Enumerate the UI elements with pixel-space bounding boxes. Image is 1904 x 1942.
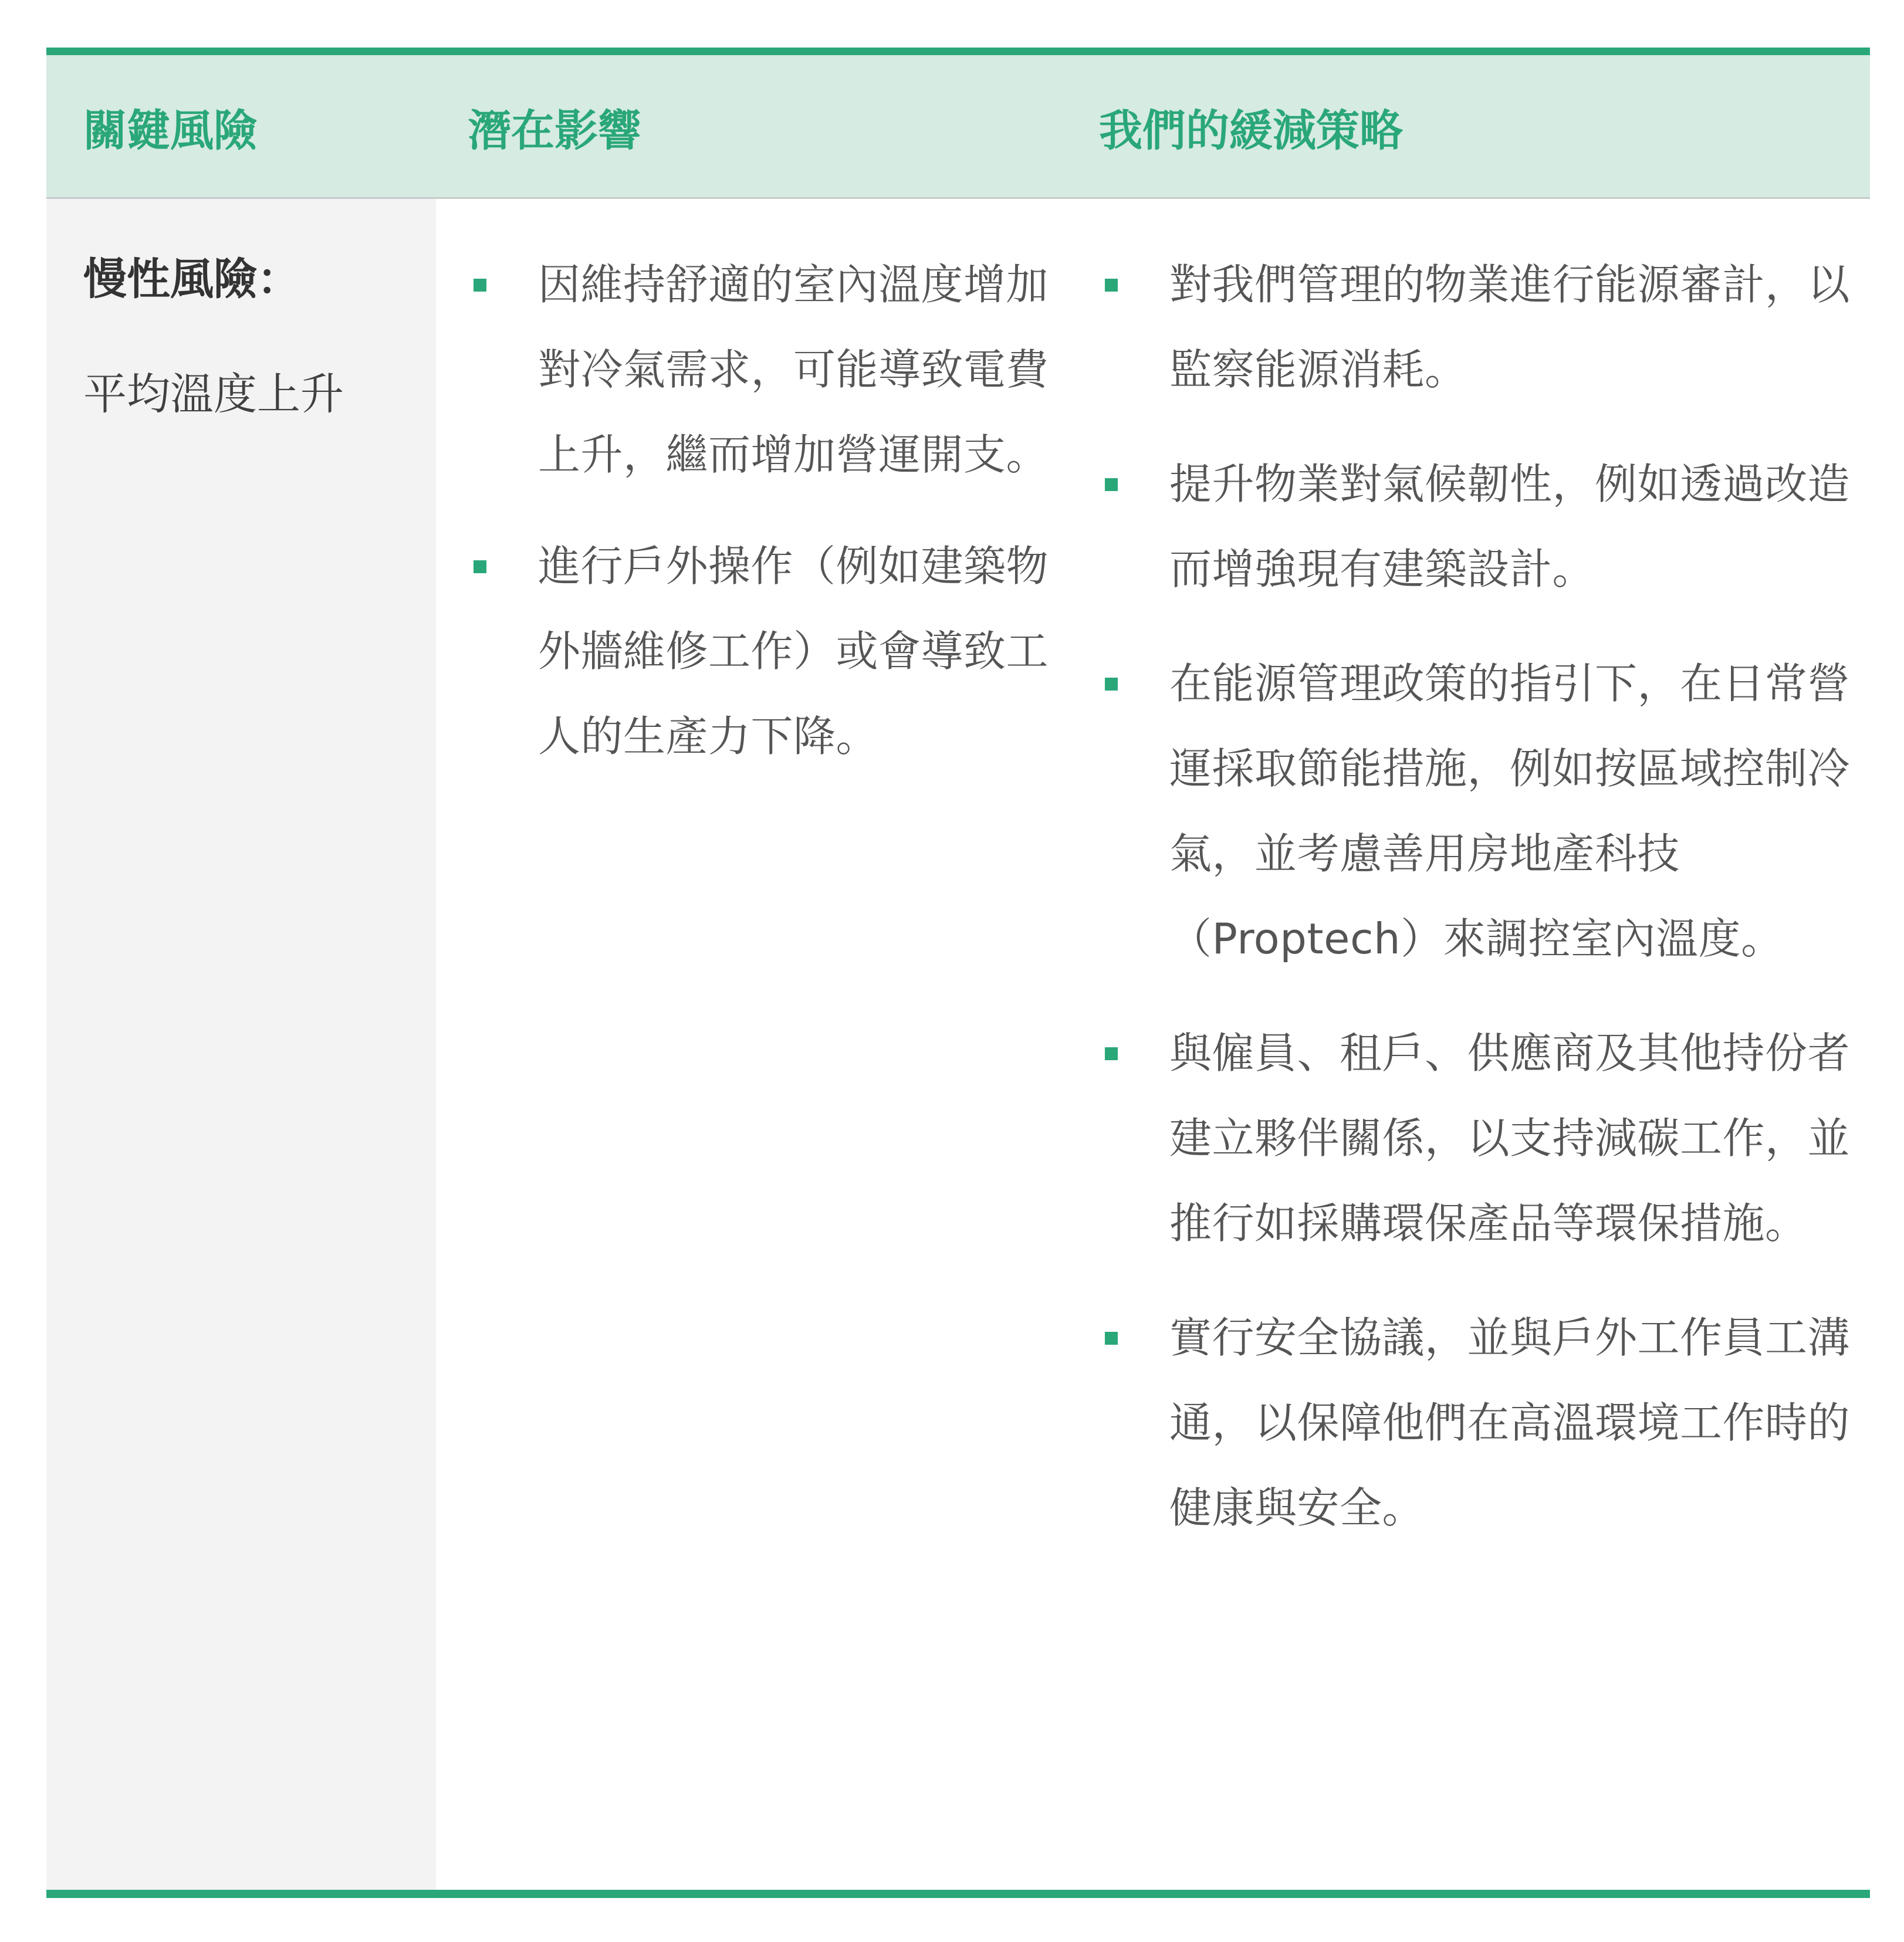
impact-text: 因維持舒適的室內溫度增加對冷氣需求，可能導致電費上升，繼而增加營運開支。 <box>538 260 1049 479</box>
square-bullet-icon <box>1105 1047 1118 1060</box>
header-mitigation-strategy: 我們的緩減策略 <box>1099 106 1403 156</box>
strategy-text: 在能源管理政策的指引下，在日常營運採取節能措施，例如按區域控制冷氣，並考慮善用房地產科技（Proptech）來調控室內溫度。 <box>1169 659 1851 963</box>
header-key-risk: 關鍵風險 <box>83 106 257 156</box>
risk-category-title: 慢性風險： <box>83 254 300 305</box>
square-bullet-icon <box>474 560 486 573</box>
strategy-item <box>1099 1011 1850 1266</box>
strategy-item <box>1099 242 1850 412</box>
impact-item <box>468 242 1084 498</box>
impact-list <box>468 242 1084 806</box>
square-bullet-icon <box>1105 1332 1118 1345</box>
strategy-text: 實行安全協議，並與戶外工作員工溝通，以保障他們在高溫環境工作時的健康與安全。 <box>1169 1313 1851 1532</box>
impact-item <box>468 524 1084 779</box>
climate-risk-table <box>46 48 1870 1898</box>
strategy-item <box>1099 641 1850 982</box>
square-bullet-icon <box>474 279 486 292</box>
header-potential-impact: 潛在影響 <box>468 106 641 156</box>
strategy-list <box>1099 242 1850 1580</box>
top-divider <box>46 48 1870 55</box>
impact-text: 進行戶外操作（例如建築物外牆維修工作）或會導致工人的生產力下降。 <box>538 542 1049 761</box>
square-bullet-icon <box>1105 678 1118 691</box>
table-header-row <box>46 55 1870 199</box>
strategy-text: 對我們管理的物業進行能源審計，以監察能源消耗。 <box>1169 260 1851 394</box>
risk-column-background <box>46 199 436 1890</box>
square-bullet-icon <box>1105 279 1118 292</box>
strategy-text: 提升物業對氣候韌性，例如透過改造而增強現有建築設計。 <box>1169 459 1851 594</box>
bottom-divider <box>46 1890 1870 1898</box>
square-bullet-icon <box>1105 478 1118 491</box>
strategy-item <box>1099 1295 1850 1551</box>
strategy-text: 與僱員、租戶、供應商及其他持份者建立夥伴關係，以支持減碳工作，並推行如採購環保產品等環保措施。 <box>1169 1028 1851 1248</box>
strategy-item <box>1099 442 1850 612</box>
risk-name: 平均溫度上升 <box>83 369 344 419</box>
